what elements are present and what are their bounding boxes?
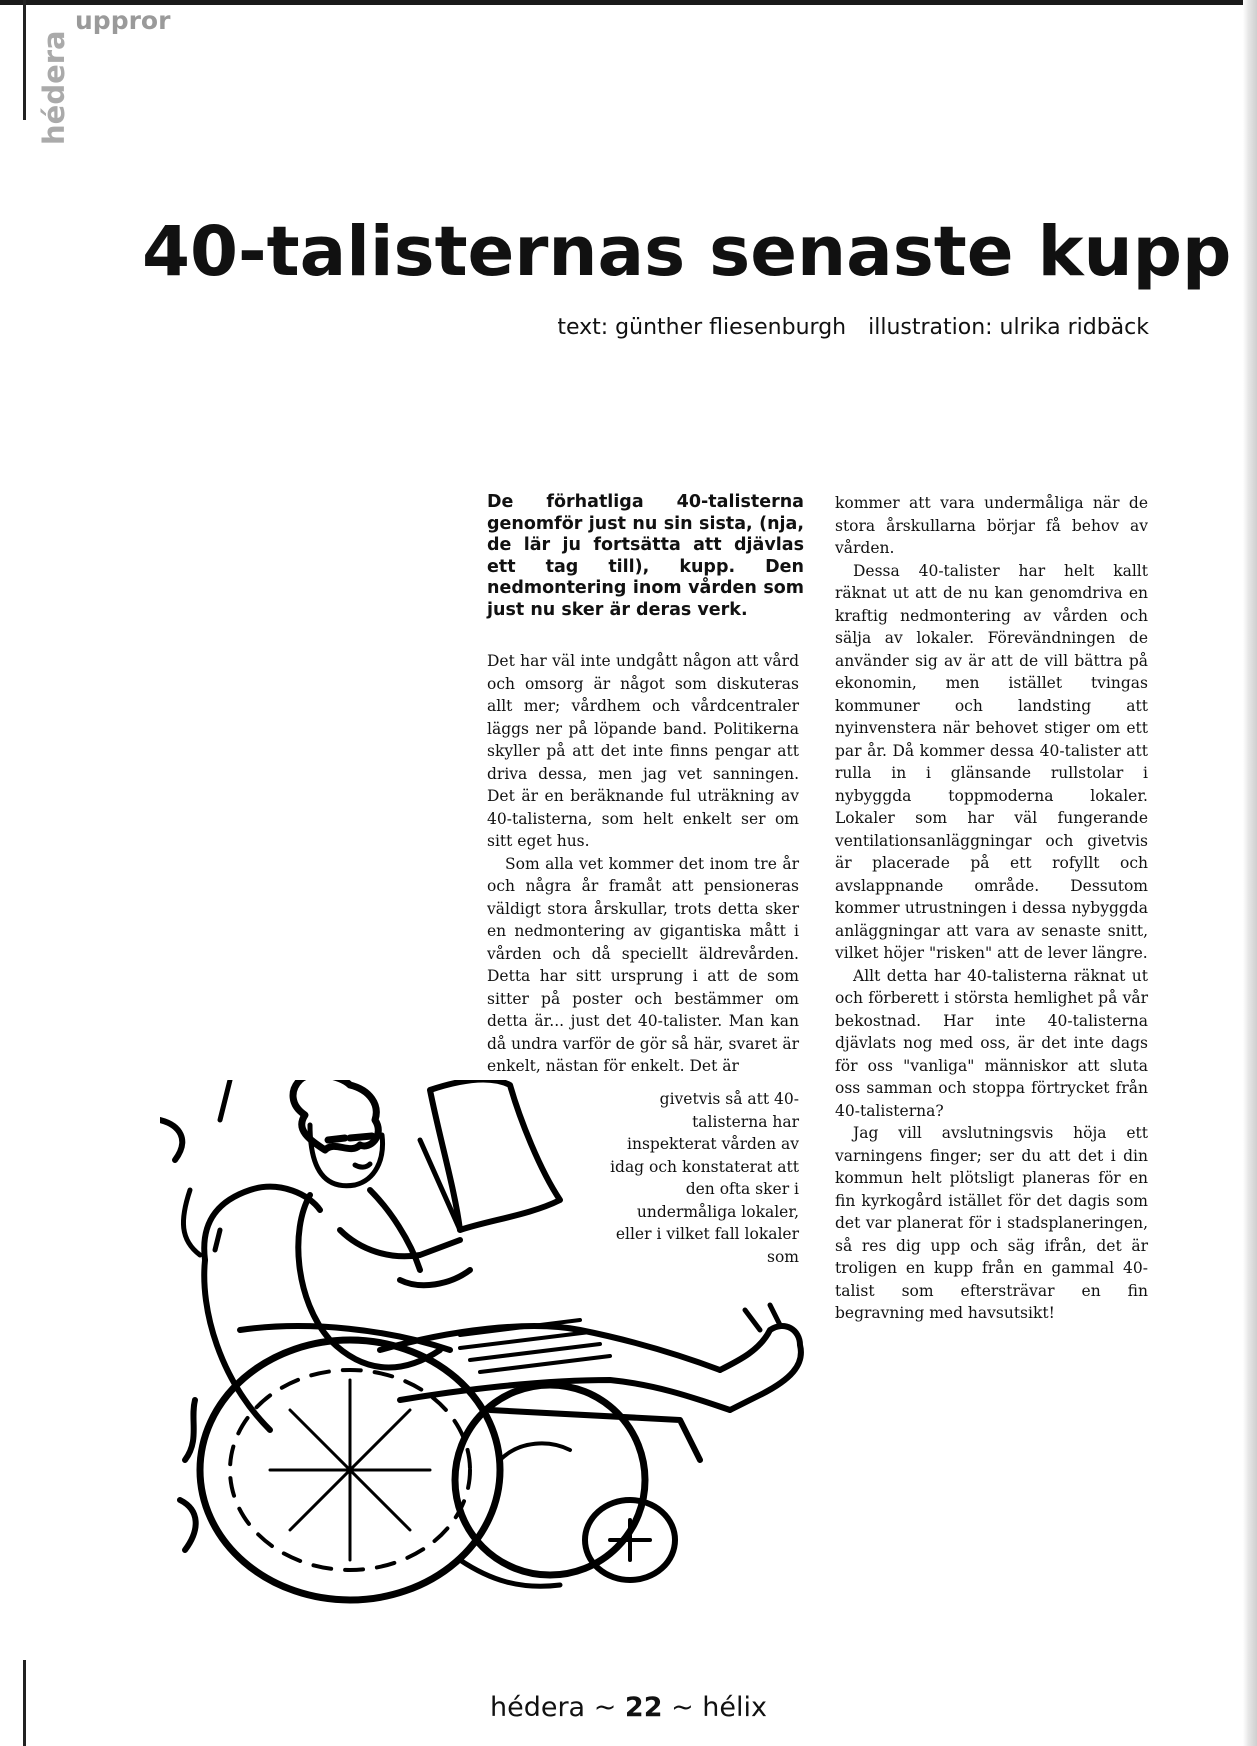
footer-separator: ~ [593,1692,617,1723]
footer-left: hédera [489,1692,586,1723]
article-title: 40-talisternas senaste kupp [142,212,1232,292]
paragraph: Jag vill avslutningsvis höja ett varningens finger; ser du att det i din kommun helt plötsligt planeras för en fin kyrkogård istället för det dagis som det var planerat för i stadsplaneringen, så res dig upp och säg ifrån, det är troligen en kupp från en gammal 40-talist som eftersträvar en fin begravning med havsutsikt! [835,1124,1148,1322]
paragraph: Dessa 40-talister har helt kallt räknat ut att de nu kan genomdriva en kraftig nedmontering av vården och sälja av lokaler. Förevändningen de använder sig av är att de vill bättra på ekonomin, men istället tvingas kommuner och landsting att nyinvenstera när behovet stiger om ett par år. Då kommer dessa 40-talister att rulla in i glänsande rullstolar i nybyggda toppmoderna lokaler. Lokaler som har väl fungerande ventilationsanläggningar och givetvis är placerade på ett rofyllt och avslappnande område. Dessutom kommer utrustningen i dessa nybyggda anläggningar att vara av senaste snitt, vilket höjer "risken" att de lever längre. [835,561,1148,962]
paragraph: Det har väl inte undgått någon att vård och omsorg är något som diskuteras allt mer; vårdhem och vårdcentraler läggs ner på löpande band. Politikerna skyller på att det inte finns pengar att driva dessa, men jag vet sanningen. Det är en beräknande ful uträkning av 40-talisterna, som helt enkelt ser om sitt eget hus. [487,652,799,850]
page-footer [0,1692,1257,1723]
article-column-2 [835,492,1148,1325]
paragraph: Som alla vet kommer det inom tre år och några år framåt att pensioneras väldigt stora årskullar, trots detta sker en nedmontering av gigantiska mått i vården och då speciellt äldrevården. Detta har sitt ursprung i att de som sitter på poster och bestämmer om detta är... just det 40-talister. Man kan då undra varför de gör så här, svaret är enkelt, nästan för enkelt. Det är [487,854,799,1075]
article-column-1-wrap: givetvis så att 40-talisterna har inspekterat vården av idag och konstaterat att den ofta sker i undermåliga lokaler, eller i vilket fall lokaler som [610,1090,799,1266]
magazine-name-vertical: hédera [37,30,71,145]
article-credits [557,315,1149,340]
text-credit: text: günther fliesenburgh [557,315,847,340]
page-edge [1243,0,1257,1746]
article-lead: De förhatliga 40-talisterna genomför just nu sin sista, (nja, de lär ju fortsätta att djävlas ett tag till), kupp. Den nedmontering inom vården som just nu sker är deras verk. [487,492,804,620]
top-rule [0,0,1257,5]
article-column-1 [487,650,799,1078]
section-label: uppror [75,6,171,35]
page-number: 22 [624,1692,663,1723]
paragraph: kommer att vara undermåliga när de stora årskullarna börjar få behov av vården. [835,494,1148,557]
paragraph: Allt detta har 40-talisterna räknat ut och förberett i största hemlighet på vår bekostnad. Har inte 40-talisterna djävlats nog med oss, är det inte dags för oss "vanliga" människor att sluta oss samman och stoppa förtrycket från 40-talisterna? [835,966,1148,1120]
footer-separator: ~ [671,1692,694,1723]
illustration-credit: illustration: ulrika ridbäck [868,315,1149,340]
left-margin-bar [23,0,26,120]
footer-right: hélix [702,1692,768,1723]
person-in-wheelchair-reading-icon [160,1080,880,1640]
